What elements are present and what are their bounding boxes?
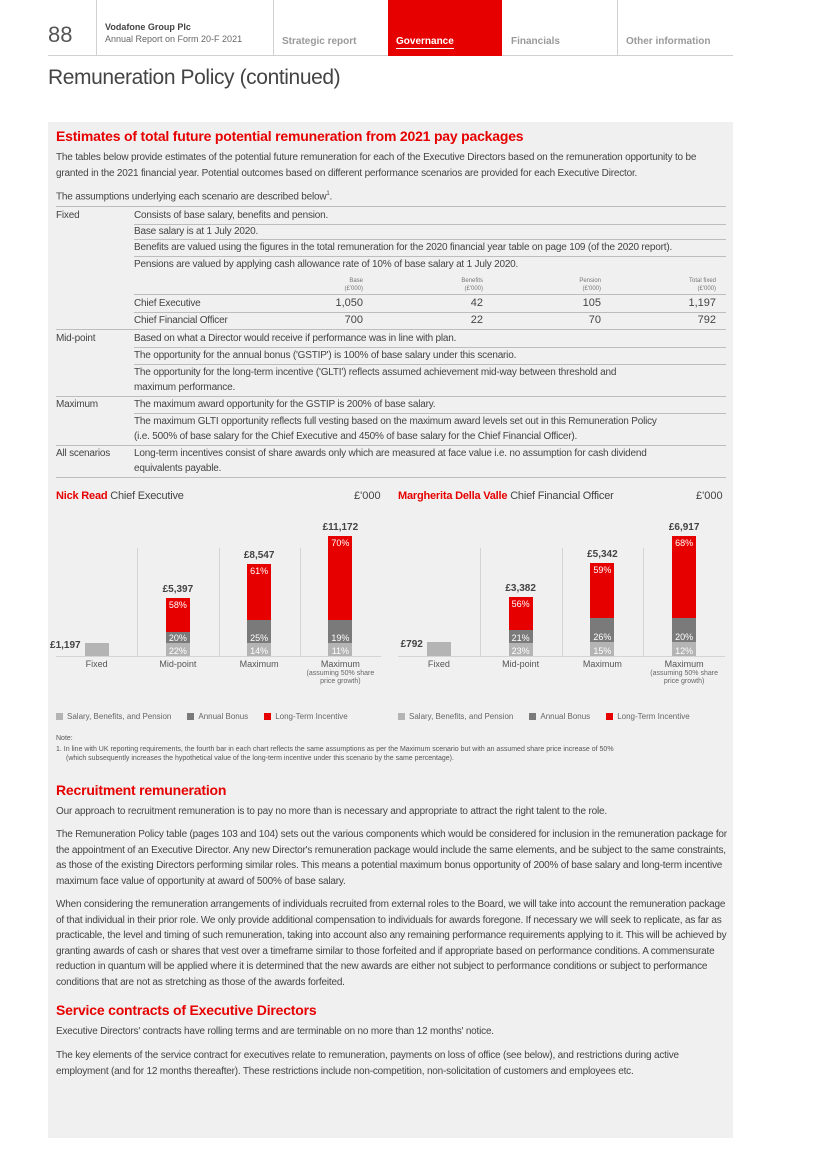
tab-other-information[interactable]: Other information xyxy=(626,36,711,47)
bar-total-label: £5,342 xyxy=(587,549,618,561)
col-header-unit: (£'000) xyxy=(697,286,716,292)
segment-label: 14% xyxy=(250,645,269,656)
chart-bar xyxy=(672,536,696,656)
bar-segment xyxy=(590,642,614,656)
bar-segment xyxy=(166,598,190,632)
bar-segment xyxy=(166,632,190,644)
segment-label: 22% xyxy=(168,645,187,656)
bar-segment xyxy=(509,643,533,656)
chart-legend xyxy=(398,712,690,721)
footnote-ref: 1 xyxy=(326,191,330,197)
chart-bar xyxy=(166,598,190,656)
all-scenarios-label: All scenarios xyxy=(56,448,111,459)
chart-bar xyxy=(328,536,352,656)
segment-label: 58% xyxy=(168,600,187,611)
table-rule xyxy=(56,445,726,446)
legend-label: Long-Term Incentive xyxy=(275,712,348,721)
bar-segment xyxy=(328,620,352,643)
bar-total-label: £8,547 xyxy=(243,550,275,562)
segment-label: 61% xyxy=(250,566,269,577)
segment-label: 20% xyxy=(168,633,187,644)
bar-total-label: £6,917 xyxy=(668,522,700,533)
table-row-name: Chief Financial Officer xyxy=(134,315,228,326)
legend-label: Long-Term Incentive xyxy=(617,712,690,721)
chart-title-name: Nick Read xyxy=(56,490,108,502)
chart-bar xyxy=(509,597,533,656)
page-header xyxy=(48,0,733,56)
col-header-total xyxy=(651,277,716,293)
note-line: 1. In line with UK reporting requirements, the fourth bar in each chart reflects the same assumptions as per the Maximum scenario but with an assumed share price increase of 50% xyxy=(56,746,614,753)
bar-segment xyxy=(166,643,190,656)
tab-strategic-report[interactable]: Strategic report xyxy=(282,36,357,47)
table-cell: 42 xyxy=(470,297,483,309)
bar-segment xyxy=(85,643,109,656)
chart-baseline xyxy=(398,656,725,657)
all-scenarios-row: Long-term incentives consist of share awards only which are measured at face value i.e. no assumption for cash dividend xyxy=(134,448,647,459)
service-paragraph: The key elements of the service contract for executives relate to remuneration, payments on loss of office (see below), and restrictions during active employment (and for 12 months thereafter). These restrictions include non-competition, non-solicitation of customers and employees etc. xyxy=(56,1050,679,1077)
bar-segment xyxy=(590,618,614,642)
x-axis-label: Maximum xyxy=(239,659,279,669)
legend-swatch xyxy=(398,713,405,720)
x-axis-note: (assuming 50% share price growth) xyxy=(306,670,375,685)
header-divider xyxy=(96,0,97,56)
estimates-intro: The tables below provide estimates of the potential future remuneration for each of the Executive Directors based on the remuneration opportunity to be granted in the 2021 financial year. Potential outcomes based on different performance scenarios are provided for each Executive Director. xyxy=(56,152,697,179)
tab-financials[interactable]: Financials xyxy=(511,36,560,47)
chart-gridline xyxy=(137,548,138,656)
page-title: Remuneration Policy (continued) xyxy=(48,66,341,89)
assumptions-intro-text: The assumptions underlying each scenario are described below xyxy=(56,191,327,203)
segment-label: 68% xyxy=(675,538,694,549)
chart-gridline xyxy=(643,548,644,656)
legend-swatch xyxy=(56,713,63,720)
company-name: Vodafone Group Plc xyxy=(105,22,191,32)
chart-bar xyxy=(247,564,271,656)
table-rule xyxy=(134,312,726,313)
legend-swatch xyxy=(529,713,536,720)
table-rule xyxy=(134,224,726,225)
table-rule xyxy=(134,364,726,365)
legend-swatch xyxy=(606,713,613,720)
bar-segment xyxy=(672,642,696,656)
bar-segment xyxy=(247,643,271,656)
bar-segment xyxy=(672,618,696,642)
col-header-unit: (£'000) xyxy=(582,286,601,292)
legend-swatch xyxy=(264,713,271,720)
x-axis-note: (assuming 50% share price growth) xyxy=(650,670,718,685)
midpoint-label: Mid-point xyxy=(56,333,96,344)
legend-item xyxy=(529,712,590,721)
table-rule xyxy=(56,206,726,207)
fixed-row: Pensions are valued by applying cash allowance rate of 10% of base salary at 1 July 2020. xyxy=(134,259,519,270)
midpoint-row: The opportunity for the annual bonus ('GSTIP') is 100% of base salary under this scenario. xyxy=(134,350,517,361)
x-axis-label: Fixed xyxy=(427,659,450,669)
chart-title-role: Chief Financial Officer xyxy=(510,490,614,502)
chart-baseline xyxy=(56,656,381,657)
legend-item xyxy=(264,712,347,721)
service-paragraph: Executive Directors' contracts have rolling terms and are terminable on no more than 12 months' notice. xyxy=(56,1026,494,1037)
report-name: Annual Report on Form 20-F 2021 xyxy=(105,34,243,44)
legend-item xyxy=(187,712,248,721)
bar-segment xyxy=(247,564,271,620)
x-axis-label: Maximum xyxy=(664,659,704,669)
legend-label: Salary, Benefits, and Pension xyxy=(409,712,514,721)
segment-label: 11% xyxy=(331,646,350,656)
chart-gridline xyxy=(300,548,301,656)
bar-segment xyxy=(328,643,352,656)
segment-label: 15% xyxy=(593,645,612,656)
chart-title-cfo xyxy=(398,490,614,502)
col-header-unit: (£'000) xyxy=(344,286,363,292)
chart-legend xyxy=(56,712,348,721)
col-header-base xyxy=(298,277,363,293)
table-cell: 1,050 xyxy=(335,297,363,309)
col-header-pension xyxy=(536,277,601,293)
legend-label: Salary, Benefits, and Pension xyxy=(67,712,172,721)
assumptions-intro-end: . xyxy=(329,191,333,203)
midpoint-row: Based on what a Director would receive if performance was in line with plan. xyxy=(134,333,457,344)
chart-gridline xyxy=(219,548,220,656)
fixed-label: Fixed xyxy=(56,210,80,221)
chart-unit: £'000 xyxy=(354,490,381,502)
recruitment-heading: Recruitment remuneration xyxy=(56,782,227,798)
chart-title-name: Margherita Della Valle xyxy=(398,490,508,502)
table-rule xyxy=(56,396,726,397)
bar-segment xyxy=(672,536,696,618)
recruitment-paragraph: The Remuneration Policy table (pages 103 and 104) sets out the various components which would be considered for inclusion in the remuneration package for the appointment of an Executive Director. Any new Director's remuneration package would include the same elements, and be subject to the same constraints, as those of the existing Directors performing similar roles. This means a potential maximum bonus opportunity of 200% of base salary and long-term incentive maximum face value of opportunity at award of 500% of base salary. xyxy=(56,829,727,887)
bar-total-label: £792 xyxy=(400,639,423,651)
maximum-row: The maximum GLTI opportunity reflects full vesting based on the maximum award levels set out in this Remuneration Policy xyxy=(134,416,657,427)
segment-label: 12% xyxy=(675,646,694,656)
x-axis-label: Mid-point xyxy=(159,659,197,669)
legend-label: Annual Bonus xyxy=(540,712,591,721)
table-rule xyxy=(56,329,726,330)
segment-label: 56% xyxy=(511,599,530,610)
legend-label: Annual Bonus xyxy=(198,712,249,721)
all-scenarios-row: equivalents payable. xyxy=(134,463,222,474)
bar-segment xyxy=(328,536,352,620)
fixed-row: Consists of base salary, benefits and pension. xyxy=(134,210,329,221)
segment-label: 59% xyxy=(593,565,612,576)
service-heading: Service contracts of Executive Directors xyxy=(56,1002,317,1018)
tab-governance-label: Governance xyxy=(396,36,454,47)
note-label: Note: xyxy=(56,735,73,742)
table-cell: 70 xyxy=(588,314,601,326)
midpoint-row: maximum performance. xyxy=(134,382,236,393)
table-cell: 792 xyxy=(697,314,716,326)
bar-segment xyxy=(590,563,614,618)
segment-label: 70% xyxy=(331,538,350,548)
table-cell: 700 xyxy=(344,314,363,326)
chart-bar xyxy=(427,642,451,656)
bar-total-label: £1,197 xyxy=(50,640,81,652)
bar-total-label: £5,397 xyxy=(162,584,194,596)
col-header-text: Total fixed xyxy=(688,278,716,284)
header-divider xyxy=(617,0,618,56)
chart-bar xyxy=(85,643,109,656)
x-axis-label: Fixed xyxy=(85,659,108,669)
chart-unit: £'000 xyxy=(696,490,723,502)
bar-total-label: £11,172 xyxy=(322,522,359,533)
chart-title-ceo xyxy=(56,490,184,502)
segment-label: 25% xyxy=(250,633,269,644)
x-axis-label: Mid-point xyxy=(502,659,540,669)
chart-gridline xyxy=(480,548,481,656)
table-row-name: Chief Executive xyxy=(134,298,201,309)
maximum-label: Maximum xyxy=(56,399,98,410)
col-header-text: Base xyxy=(349,278,363,284)
col-header-text: Pension xyxy=(579,278,601,284)
table-rule xyxy=(134,239,726,240)
table-cell: 105 xyxy=(582,297,601,309)
col-header-text: Benefits xyxy=(461,278,483,284)
segment-label: 19% xyxy=(331,632,350,643)
legend-item xyxy=(398,712,513,721)
table-cell: 22 xyxy=(470,314,483,326)
x-axis-label: Maximum xyxy=(582,659,622,669)
note-line: (which subsequently increases the hypothetical value of the long-term incentive under this scenario by the same percentage). xyxy=(66,755,454,762)
recruitment-paragraph: Our approach to recruitment remuneration is to pay no more than is necessary and appropriate to attract the right talent to the role. xyxy=(56,806,607,817)
bar-total-label: £3,382 xyxy=(505,583,536,595)
segment-label: 26% xyxy=(593,632,612,643)
fixed-row: Base salary is at 1 July 2020. xyxy=(134,226,259,237)
content-panel xyxy=(48,122,733,1138)
table-rule xyxy=(134,347,726,348)
fixed-row: Benefits are valued using the figures in the total remuneration for the 2020 financial year table on page 109 (of the 2020 report). xyxy=(134,242,673,253)
maximum-row: (i.e. 500% of base salary for the Chief Executive and 450% of base salary for the Chief Financial Officer). xyxy=(134,431,578,442)
table-rule xyxy=(134,294,726,295)
bar-segment xyxy=(509,597,533,630)
bar-segment xyxy=(247,620,271,643)
legend-item xyxy=(606,712,689,721)
table-rule xyxy=(56,477,726,478)
segment-label: 20% xyxy=(675,631,694,642)
recruitment-paragraph: When considering the remuneration arrangements of individuals recruited from external roles to the Board, we will take into account the remuneration package of that individual in their prior role. We only provide additional compensation to individuals for awards foregone. If necessary we will seek to replicate, as far as practicable, the level and timing of such remuneration, taking into account also any remaining performance requirements applying to it. This will be achieved by granting awards of cash or shares that vest over a timeframe similar to those forfeited and if appropriate based on performance conditions. A commensurate reduction in quantum will be applied where it is determined that the new awards are either not subject to performance conditions or subject to performance conditions that are not as stretching as those of the awards forfeited. xyxy=(56,899,727,988)
tab-governance[interactable] xyxy=(388,0,502,56)
page-number: 88 xyxy=(48,22,73,47)
estimates-heading: Estimates of total future potential remuneration from 2021 pay packages xyxy=(56,128,524,144)
legend-swatch xyxy=(187,713,194,720)
table-rule xyxy=(134,413,726,414)
bar-segment xyxy=(427,642,451,656)
segment-label: 21% xyxy=(511,632,530,643)
legend-item xyxy=(56,712,171,721)
bar-segment xyxy=(509,630,533,642)
col-header-unit: (£'000) xyxy=(464,286,483,292)
table-rule xyxy=(134,256,726,257)
midpoint-row: The opportunity for the long-term incentive ('GLTI') reflects assumed achievement mid-way between threshold and xyxy=(134,367,617,378)
maximum-row: The maximum award opportunity for the GSTIP is 200% of base salary. xyxy=(134,399,436,410)
chart-gridline xyxy=(562,548,563,656)
col-header-benefits xyxy=(418,277,483,293)
table-cell: 1,197 xyxy=(688,297,716,309)
assumptions-intro xyxy=(56,187,726,205)
chart-title-role: Chief Executive xyxy=(110,490,184,502)
chart-bar xyxy=(590,563,614,656)
header-divider xyxy=(273,0,274,56)
segment-label: 23% xyxy=(511,645,530,656)
x-axis-label: Maximum xyxy=(320,659,360,669)
